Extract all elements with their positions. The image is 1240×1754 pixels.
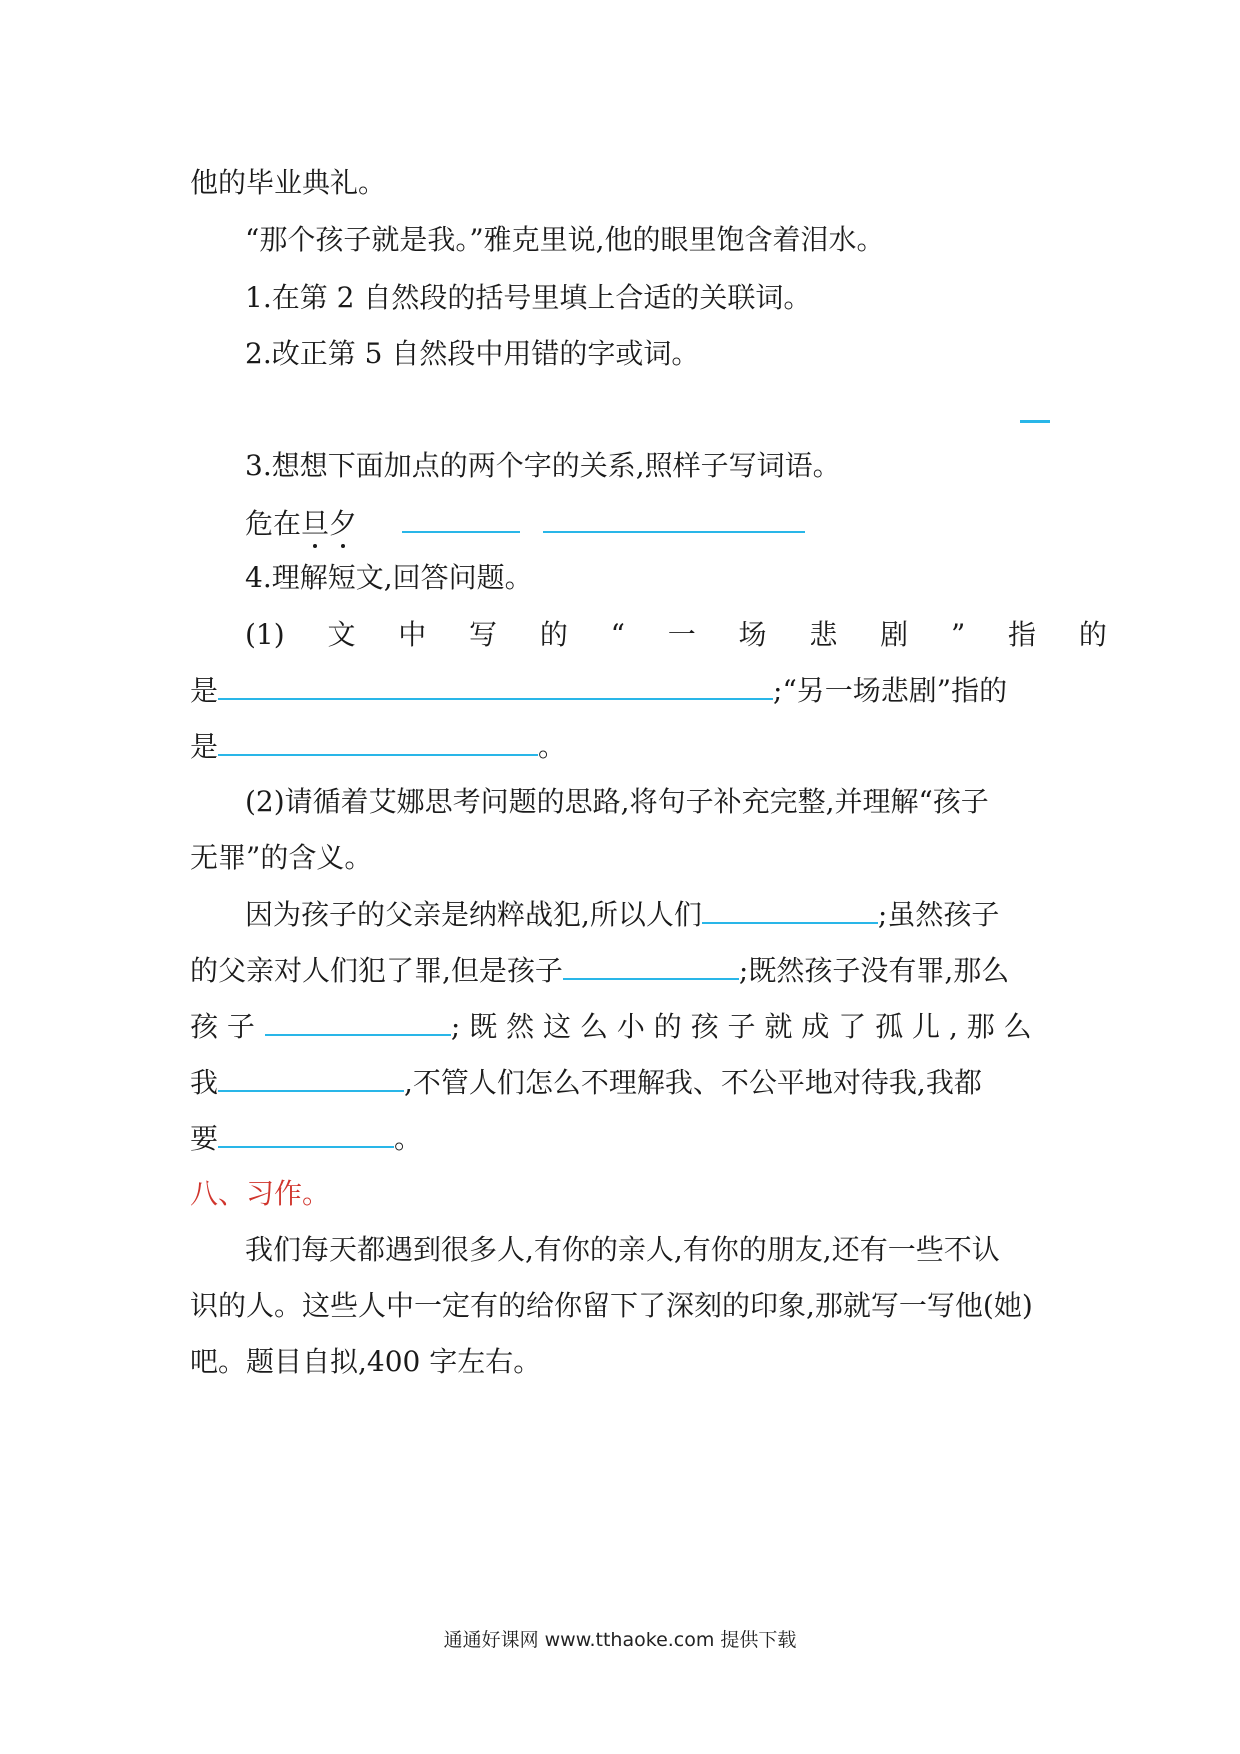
answer-blank[interactable] — [218, 1120, 394, 1148]
answer-blank[interactable] — [265, 1008, 451, 1036]
answer-blank[interactable] — [402, 505, 520, 533]
page-footer: 通通好课网 www.tthaoke.com 提供下载 — [443, 1629, 797, 1651]
answer-blank[interactable] — [563, 952, 739, 980]
question-1: 1.在第 2 自然段的括号里填上合适的关联词。 — [245, 281, 812, 314]
sentence-line-1: 因为孩子的父亲是纳粹战犯,所以人们 ;虽然孩子 — [245, 898, 1000, 931]
question-2: 2.改正第 5 自然段中用错的字或词。 — [245, 337, 700, 370]
answer-blank[interactable] — [702, 896, 878, 924]
question-4: 4.理解短文,回答问题。 — [245, 561, 533, 594]
answer-blank[interactable] — [543, 505, 805, 533]
question-4-1: (1) 文 中 写 的 “ 一 场 悲 剧 ” 指 的 — [245, 618, 1107, 651]
sentence-line-4: 我 ,不管人们怎么不理解我、不公平地对待我,我都 — [190, 1066, 982, 1099]
question-3-example — [245, 505, 805, 542]
answer-blank[interactable] — [218, 672, 773, 700]
question-4-2-line2: 无罪”的含义。 — [190, 841, 373, 874]
dotted-char: 夕 — [329, 507, 358, 540]
sentence-line-5: 要 。 — [190, 1122, 423, 1155]
text-line: “那个孩子就是我。”雅克里说,他的眼里饱含着泪水。 — [245, 223, 885, 256]
answer-blank[interactable] — [218, 728, 538, 756]
blank-mark — [1020, 420, 1050, 423]
question-4-1-line3: 是 。 — [190, 730, 567, 763]
writing-prompt: 识的人。这些人中一定有的给你留下了深刻的印象,那就写一写他(她) — [190, 1289, 1033, 1322]
writing-prompt: 吧。题目自拟,400 字左右。 — [190, 1345, 542, 1378]
section-heading: 八、习作。 — [190, 1177, 331, 1210]
text-line: 他的毕业典礼。 — [190, 166, 387, 199]
answer-blank[interactable] — [218, 1064, 404, 1092]
sentence-line-2: 的父亲对人们犯了罪,但是孩子 ;既然孩子没有罪,那么 — [190, 954, 1010, 987]
dotted-char: 旦 — [301, 507, 330, 540]
question-4-1-line2: 是 ;“另一场悲剧”指的 — [190, 674, 1008, 707]
sentence-line-3: 孩 子 ; 既 然 这 么 小 的 孩 子 就 成 了 孤 儿 , 那 么 — [190, 1010, 1032, 1043]
example-text: 危在 — [245, 507, 302, 540]
question-3: 3.想想下面加点的两个字的关系,照样子写词语。 — [245, 449, 841, 482]
writing-prompt: 我们每天都遇到很多人,有你的亲人,有你的朋友,还有一些不认 — [245, 1233, 1000, 1266]
question-4-2: (2)请循着艾娜思考问题的思路,将句子补充完整,并理解“孩子 — [245, 785, 989, 818]
